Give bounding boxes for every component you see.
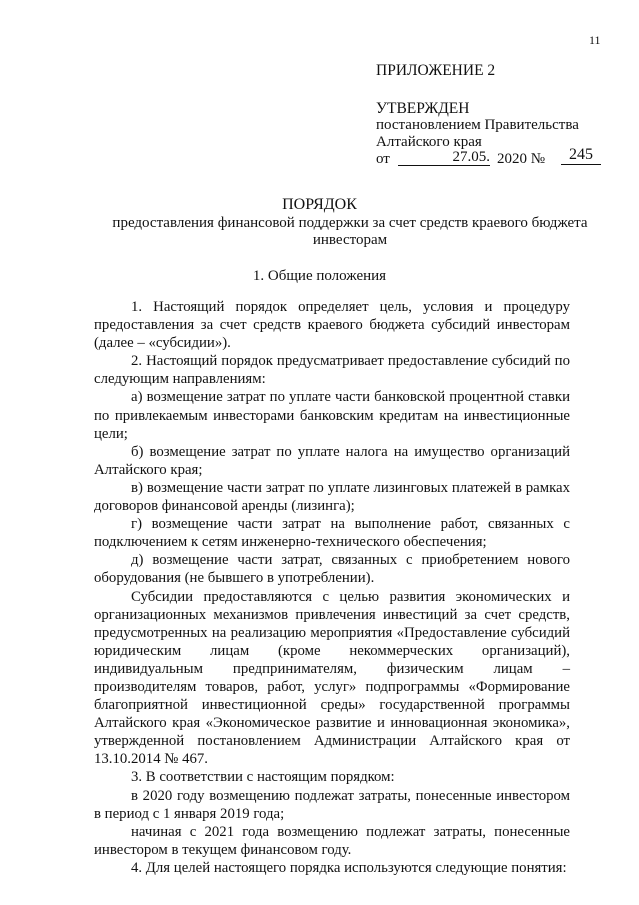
approval-date: 27.05. <box>398 149 490 166</box>
approval-date-line <box>376 146 593 171</box>
paragraph: 1. Настоящий порядок определяет цель, условия и процедуру предоставления за счет средств краевого бюджета субсидий инвесторам (далее – «субсидии»). <box>94 299 570 352</box>
document-subtitle: предоставления финансовой поддержки за счет средств краевого бюджета инвесторам <box>112 215 588 248</box>
approved-label: УТВЕРЖДЕН <box>376 100 470 117</box>
paragraph: Субсидии предоставляются с целью развития экономических и организационных механизмов привлечения инвестиций за счет средств, предусмотренных на реализацию мероприятия «Предоставление субсидий юридическим лицам (кроме некоммерческих организаций), индивидуальным предпринимателям, физическим лицам – производителям товаров, работ, услуг» подпрограммы «Формирование благоприятной инвестиционной среды» государственной программы Алтайского края «Экономическое развитие и инновационная экономика», утвержденной постановлением Администрации Алтайского края от 13.10.2014 № 467. <box>94 588 570 768</box>
from-label: от <box>376 151 390 167</box>
approval-line-2: Алтайского края <box>376 134 482 150</box>
section-heading: 1. Общие положения <box>252 268 387 284</box>
paragraph: а) возмещение затрат по уплате части банковской процентной ставки по привлекаемым инвесторами банковским кредитам на инвестиционные цели; <box>94 389 570 442</box>
page-number: 11 <box>589 33 601 47</box>
paragraph: в) возмещение части затрат по уплате лизинговых платежей в рамках договоров финансовой аренды (лизинга); <box>94 479 570 515</box>
appendix-label: ПРИЛОЖЕНИЕ 2 <box>376 62 496 79</box>
paragraph: г) возмещение части затрат на выполнение работ, связанных с подключением к сетям инженерно-технического обеспечения; <box>94 516 570 551</box>
approval-block <box>376 62 593 171</box>
approval-line-1: постановлением Правительства <box>376 117 579 133</box>
paragraph: в 2020 году возмещению подлежат затраты, понесенные инвестором в период с 1 января 2019 года; <box>94 787 570 822</box>
paragraph: 2. Настоящий порядок предусматривает предоставление субсидий по следующим направлениям: <box>94 353 570 388</box>
paragraph: д) возмещение части затрат, связанных с приобретением нового оборудования (не бывшего в употреблении). <box>94 552 570 587</box>
paragraph: начиная с 2021 года возмещению подлежат затраты, понесенные инвестором в текущем финансовом году. <box>94 823 570 858</box>
paragraph: б) возмещение затрат по уплате налога на имущество организаций Алтайского края; <box>94 443 570 478</box>
paragraph: 4. Для целей настоящего порядка используются следующие понятия: <box>131 859 567 876</box>
paragraph: 3. В соответствии с настоящим порядком: <box>131 769 395 786</box>
body-text <box>94 298 570 877</box>
document-title: ПОРЯДОК <box>282 196 357 213</box>
year-number-label: 2020 № <box>497 151 546 167</box>
decree-number: 245 <box>561 146 601 165</box>
